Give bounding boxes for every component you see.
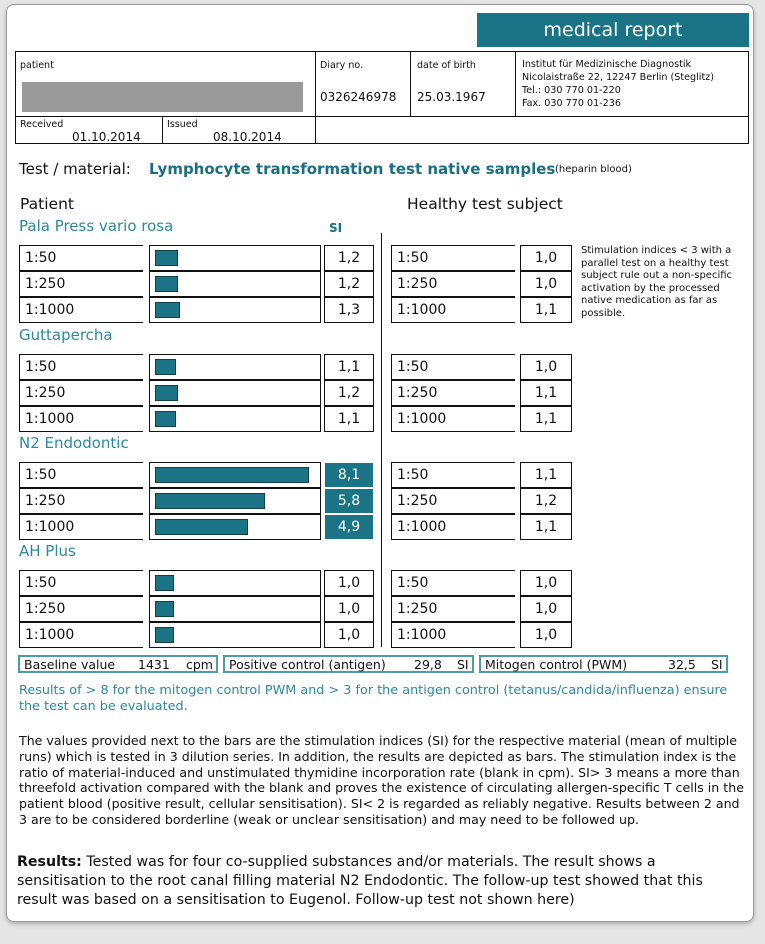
si-bar xyxy=(155,411,176,427)
baseline-unit: cpm xyxy=(186,657,213,672)
healthy-dilution-label: 1:250 xyxy=(391,271,515,297)
dilution-label: 1:1000 xyxy=(19,514,143,540)
si-bar xyxy=(155,359,176,375)
institute-line: Institut für Medizinische Diagnostik xyxy=(522,59,692,70)
patient-si-value: 1,0 xyxy=(324,570,374,596)
patient-si-value: 1,2 xyxy=(324,245,374,271)
medical-report-card xyxy=(6,4,754,922)
test-name: Lymphocyte transformation test native samples xyxy=(149,160,556,178)
patient-name-redacted xyxy=(22,82,303,112)
healthy-dilution-label: 1:50 xyxy=(391,245,515,271)
si-bar xyxy=(155,467,309,483)
si-bar xyxy=(155,302,180,318)
received-cell xyxy=(15,116,163,144)
si-bar xyxy=(155,601,174,617)
healthy-si-value: 1,1 xyxy=(520,297,572,323)
dob-label: date of birth xyxy=(417,60,476,71)
patient-si-value: 1,0 xyxy=(324,596,374,622)
patient-si-value: 1,3 xyxy=(324,297,374,323)
institute-address xyxy=(522,58,714,110)
mitogen-label: Mitogen control (PWM) xyxy=(485,657,628,672)
diary-label: Diary no. xyxy=(320,60,364,71)
baseline-control-box xyxy=(18,655,218,673)
healthy-dilution-label: 1:50 xyxy=(391,354,515,380)
patient-si-value: 1,0 xyxy=(324,622,374,648)
healthy-si-value: 1,1 xyxy=(520,380,572,406)
healthy-si-value: 1,2 xyxy=(520,488,572,514)
healthy-dilution-label: 1:1000 xyxy=(391,297,515,323)
healthy-si-value: 1,0 xyxy=(520,354,572,380)
positive-label: Positive control (antigen) xyxy=(229,657,386,672)
healthy-dilution-label: 1:50 xyxy=(391,462,515,488)
section-title: Pala Press vario rosa xyxy=(19,217,174,235)
dilution-label: 1:250 xyxy=(19,488,143,514)
diary-cell xyxy=(315,51,411,117)
healthy-si-value: 1,1 xyxy=(520,514,572,540)
dilution-label: 1:1000 xyxy=(19,297,143,323)
dilution-label: 1:250 xyxy=(19,271,143,297)
issued-label: Issued xyxy=(167,119,198,130)
healthy-si-value: 1,0 xyxy=(520,271,572,297)
si-bar xyxy=(155,276,178,292)
patient-column-title: Patient xyxy=(20,195,74,213)
dilution-label: 1:250 xyxy=(19,596,143,622)
patient-si-value: 1,1 xyxy=(324,406,374,432)
institute-line: Tel.: 030 770 01-220 xyxy=(522,85,621,96)
results-paragraph xyxy=(17,853,747,910)
positive-control-box xyxy=(223,655,474,673)
bar-row-frame xyxy=(149,622,321,648)
dilution-label: 1:50 xyxy=(19,354,143,380)
dilution-label: 1:1000 xyxy=(19,406,143,432)
mitogen-unit: SI xyxy=(711,657,723,672)
patient-cell xyxy=(15,51,316,117)
healthy-note: Stimulation indices < 3 with a parallel test on a healthy test subject rule out a non-specific activation by the processed native medication as far as possible. xyxy=(581,245,733,319)
si-column-title: SI xyxy=(329,221,343,235)
dilution-label: 1:50 xyxy=(19,570,143,596)
issued-value: 08.10.2014 xyxy=(213,130,282,144)
healthy-si-value: 1,1 xyxy=(520,406,572,432)
diary-value: 0326246978 xyxy=(320,90,397,104)
explanation-text: The values provided next to the bars are the stimulation indices (SI) for the respective material (mean of multiple runs) which is tested in 3 dilution series. In addition, the results are depicted as bars. The stimulation index is the ratio of material-induced and unstimulated thymidine incorporation rate (blank in cpm). SI> 3 means a more than threefold activation compared with the blank and proves the existence of circulating allergen-specific T cells in the patient blood (positive result, cellular sensitisation). SI< 2 is regarded as reliably negative. Results between 2 and 3 are to be considered borderline (weak or unclear sensitisation) and may need to be followed up. xyxy=(19,733,744,827)
patient-si-value: 4,9 xyxy=(324,514,374,540)
received-value: 01.10.2014 xyxy=(72,130,141,144)
test-sample: (heparin blood) xyxy=(555,164,632,175)
healthy-column-title: Healthy test subject xyxy=(407,195,563,213)
mitogen-control-box xyxy=(479,655,728,673)
patient-si-value: 1,2 xyxy=(324,271,374,297)
positive-unit: SI xyxy=(457,657,469,672)
section-title: AH Plus xyxy=(19,542,76,560)
si-bar xyxy=(155,519,248,535)
patient-si-value: 8,1 xyxy=(324,462,374,488)
healthy-si-value: 1,0 xyxy=(520,596,572,622)
patient-si-value: 1,1 xyxy=(324,354,374,380)
dilution-label: 1:50 xyxy=(19,245,143,271)
healthy-si-value: 1,1 xyxy=(520,462,572,488)
si-bar xyxy=(155,493,265,509)
issued-cell xyxy=(162,116,316,144)
empty-cell xyxy=(315,116,749,144)
mitogen-value: 32,5 xyxy=(668,657,696,672)
healthy-dilution-label: 1:50 xyxy=(391,570,515,596)
received-label: Received xyxy=(20,119,64,130)
patient-si-value: 1,2 xyxy=(324,380,374,406)
baseline-value: 1431 xyxy=(138,657,170,672)
results-label: Results: xyxy=(17,854,82,870)
si-bar xyxy=(155,385,178,401)
report-title: medical report xyxy=(477,13,749,47)
patient-si-value: 5,8 xyxy=(324,488,374,514)
healthy-dilution-label: 1:250 xyxy=(391,488,515,514)
dob-value: 25.03.1967 xyxy=(417,90,486,104)
institute-cell xyxy=(515,51,749,117)
section-title: N2 Endodontic xyxy=(19,434,129,452)
healthy-dilution-label: 1:1000 xyxy=(391,406,515,432)
positive-value: 29,8 xyxy=(414,657,442,672)
validity-text: Results of > 8 for the mitogen control PWM and > 3 for the antigen control (tetanus/candida/influenza) ensure the test can be evaluated. xyxy=(19,683,728,714)
healthy-dilution-label: 1:1000 xyxy=(391,514,515,540)
section-title: Guttapercha xyxy=(19,326,113,344)
healthy-si-value: 1,0 xyxy=(520,570,572,596)
dilution-label: 1:250 xyxy=(19,380,143,406)
healthy-dilution-label: 1:250 xyxy=(391,596,515,622)
bar-row-frame xyxy=(149,570,321,596)
column-divider xyxy=(381,233,382,647)
si-bar xyxy=(155,250,178,266)
healthy-si-value: 1,0 xyxy=(520,622,572,648)
institute-line: Nicolaistraße 22, 12247 Berlin (Steglitz) xyxy=(522,72,714,83)
healthy-dilution-label: 1:1000 xyxy=(391,622,515,648)
patient-label: patient xyxy=(20,60,54,71)
dilution-label: 1:1000 xyxy=(19,622,143,648)
dob-cell xyxy=(410,51,516,117)
test-label: Test / material: xyxy=(19,160,131,178)
healthy-dilution-label: 1:250 xyxy=(391,380,515,406)
si-bar xyxy=(155,575,174,591)
dilution-label: 1:50 xyxy=(19,462,143,488)
baseline-label: Baseline value xyxy=(24,657,116,672)
institute-line: Fax. 030 770 01-236 xyxy=(522,98,621,109)
results-text: Tested was for four co-supplied substances and/or materials. The result shows a sensitisation to the root canal filling material N2 Endodontic. The follow-up test showed that this result was based on a sensitisation to Eugenol. Follow-up test not shown here) xyxy=(17,854,703,908)
healthy-si-value: 1,0 xyxy=(520,245,572,271)
bar-row-frame xyxy=(149,596,321,622)
si-bar xyxy=(155,627,174,643)
